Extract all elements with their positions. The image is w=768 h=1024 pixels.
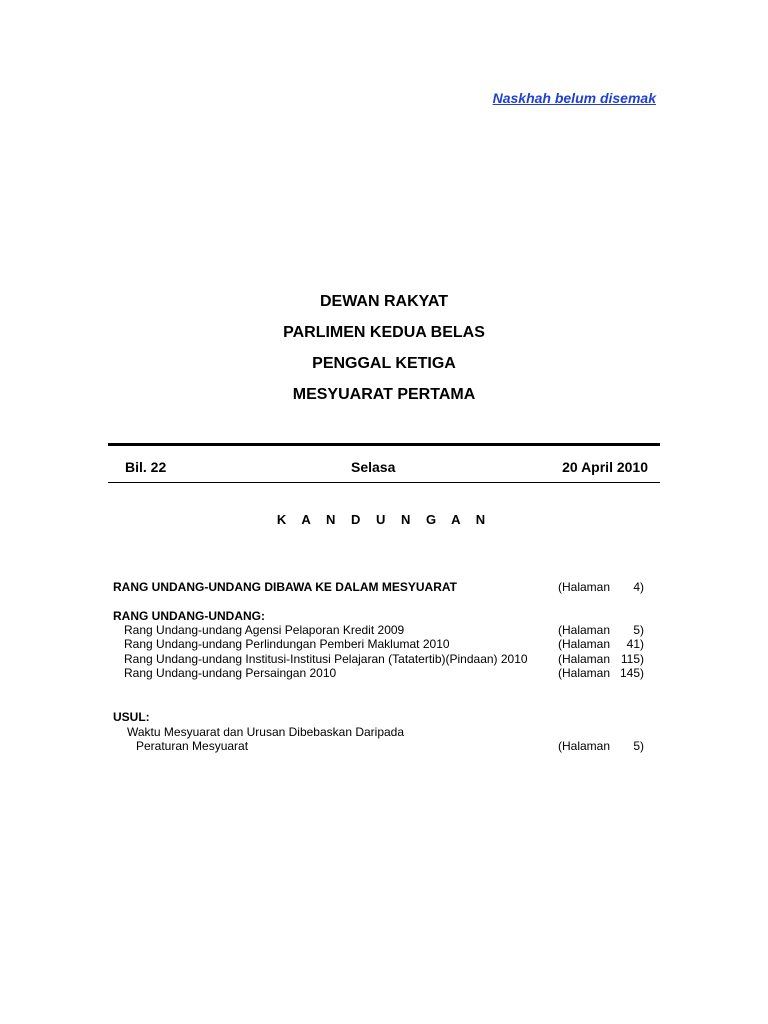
date-label: 20 April 2010	[562, 459, 648, 475]
divider-thin	[108, 482, 660, 483]
divider-thick	[108, 443, 660, 446]
header-title: DEWAN RAKYAT	[319, 293, 448, 310]
halaman-label: (Halaman	[558, 666, 611, 680]
toc-item-label-continued: Peraturan Mesyuarat	[136, 739, 249, 753]
page-number: 5)	[633, 739, 644, 753]
halaman-label: (Halaman	[558, 739, 611, 753]
page-number: 41)	[626, 637, 644, 651]
toc-section-3-title: USUL:	[113, 710, 150, 724]
header-meeting: MESYUARAT PERTAMA	[292, 386, 476, 403]
contents-title: K A N D U N G A N	[276, 512, 492, 527]
page-number: 145)	[619, 666, 644, 680]
toc-item-label: Rang Undang-undang Institusi-Institusi Pelajaran (Tatatertib)(Pindaan) 2010	[124, 652, 528, 666]
header-parliament: PARLIMEN KEDUA BELAS	[283, 324, 485, 341]
toc-item-label: Rang Undang-undang Persaingan 2010	[124, 666, 337, 680]
toc-item-label: Waktu Mesyuarat dan Urusan Dibebaskan Daripada	[127, 725, 405, 739]
toc-item-page	[558, 652, 644, 666]
draft-note: Naskhah belum disemak	[492, 90, 656, 106]
halaman-label: (Halaman	[558, 652, 611, 666]
halaman-label: (Halaman	[558, 637, 611, 651]
page-number: 4)	[633, 580, 644, 594]
page-number: 5)	[633, 623, 644, 637]
toc-item-label: Rang Undang-undang Agensi Pelaporan Kredit 2009	[124, 623, 405, 637]
halaman-label: (Halaman	[558, 580, 611, 594]
toc-item-page	[558, 739, 644, 753]
toc-section-1-title: RANG UNDANG-UNDANG DIBAWA KE DALAM MESYUARAT	[113, 580, 457, 594]
header-term: PENGGAL KETIGA	[312, 355, 456, 372]
toc-item-page	[558, 637, 644, 651]
toc-item-page	[558, 623, 644, 637]
toc-item-page	[558, 666, 644, 680]
toc-item-label: Rang Undang-undang Perlindungan Pemberi Maklumat 2010	[124, 637, 450, 651]
day-label: Selasa	[351, 459, 396, 475]
page-number: 115)	[620, 652, 644, 666]
toc-section-2-title: RANG UNDANG-UNDANG:	[113, 609, 265, 623]
bil-number: Bil. 22	[125, 459, 167, 475]
halaman-label: (Halaman	[558, 623, 611, 637]
toc-section-1-page	[558, 580, 644, 594]
